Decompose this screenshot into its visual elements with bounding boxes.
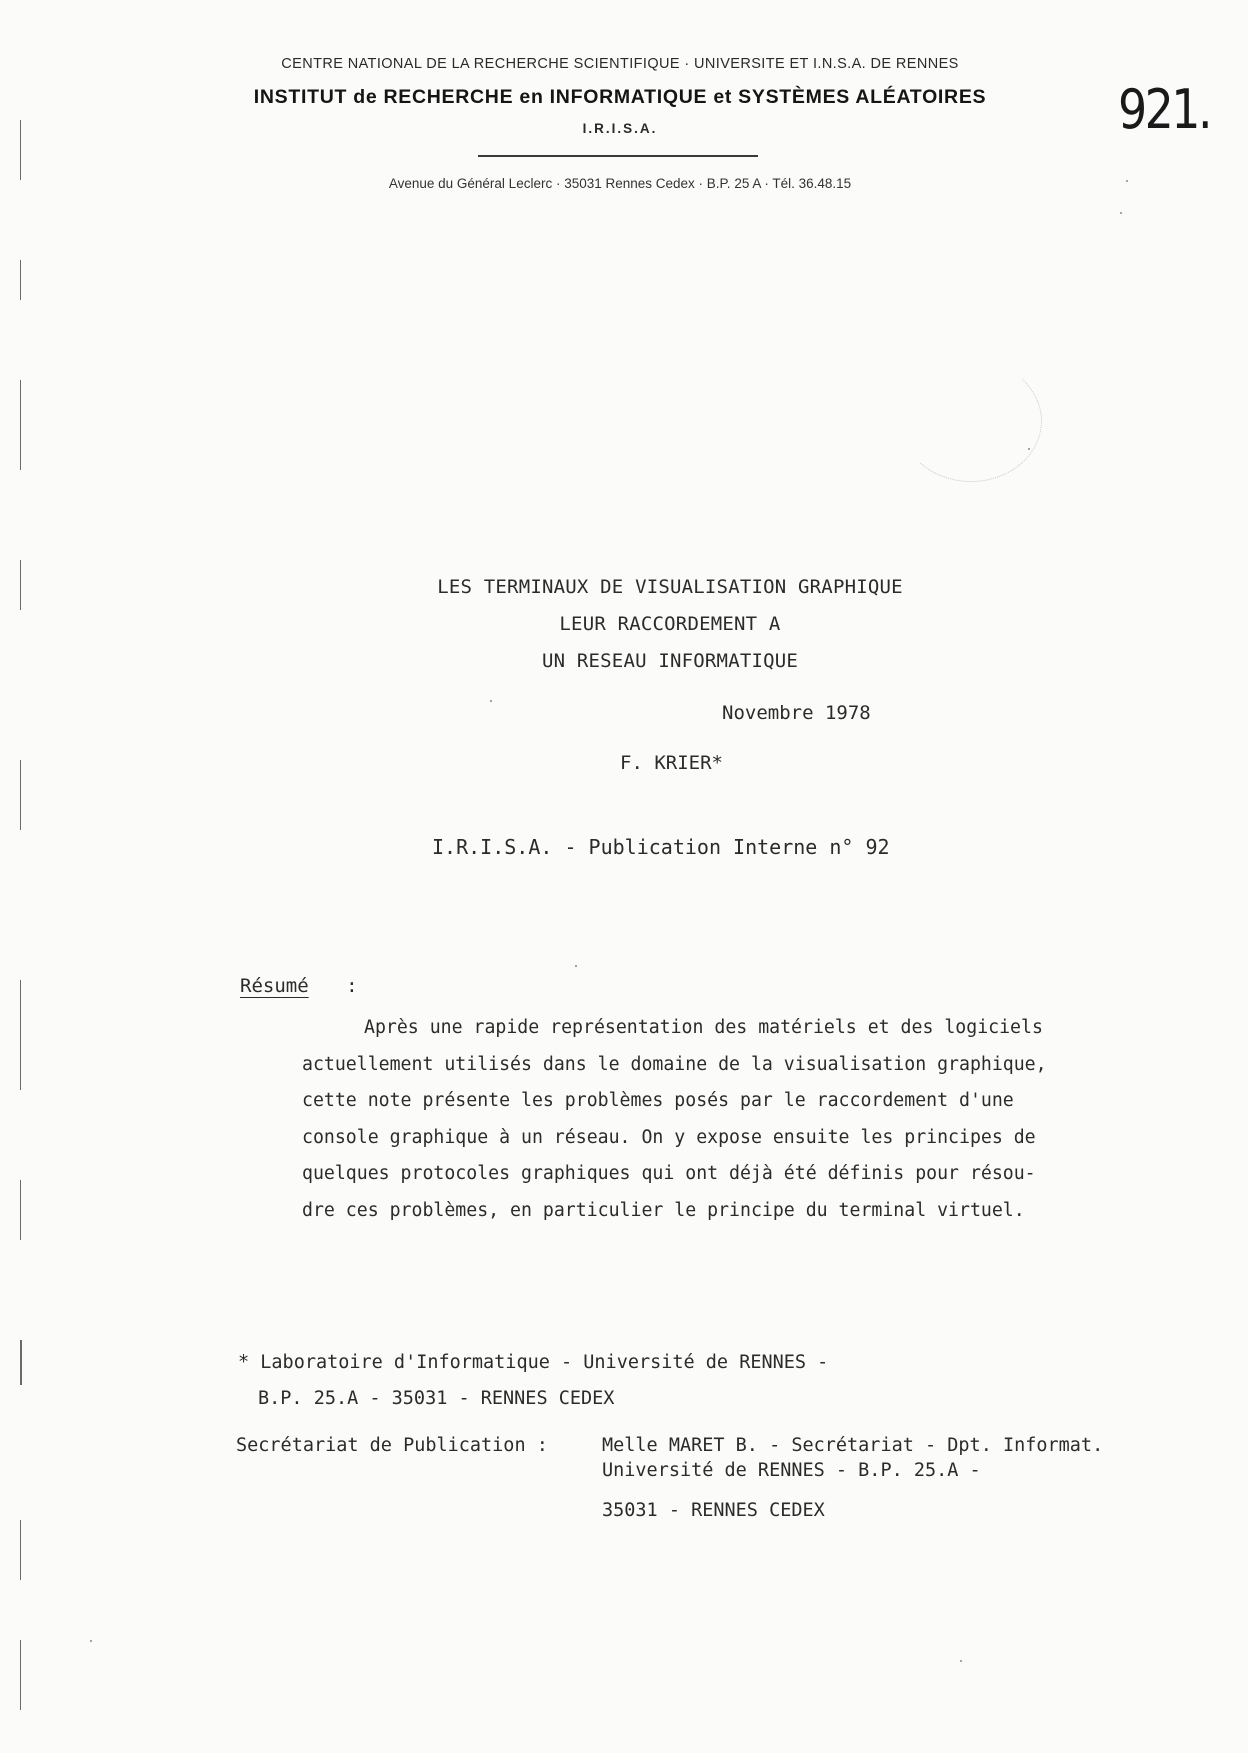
scan-margin-mark <box>20 1180 21 1240</box>
abstract-line: quelques protocoles graphiques qui ont déjà été définis pour résou- <box>302 1163 1036 1184</box>
scan-margin-mark <box>20 560 21 610</box>
abstract-line: console graphique à un réseau. On y expose ensuite les principes de <box>302 1126 1036 1148</box>
handwritten-number: 921. <box>1118 78 1210 141</box>
scan-speck <box>960 1660 962 1662</box>
secretariat-line-2: Université de RENNES - B.P. 25.A - <box>602 1460 981 1481</box>
scan-speck <box>1028 448 1030 450</box>
scan-margin-mark <box>20 1340 22 1385</box>
letterhead-address: Avenue du Général Leclerc · 35031 Rennes Cedex · B.P. 25 A · Tél. 36.48.15 <box>388 176 852 191</box>
title-line-3: UN RESEAU INFORMATIQUE <box>541 650 799 672</box>
scan-margin-mark <box>20 1520 21 1580</box>
secretariat-line-3: 35031 - RENNES CEDEX <box>602 1500 825 1521</box>
scan-speck <box>90 1640 92 1642</box>
letterhead-organisations: CENTRE NATIONAL DE LA RECHERCHE SCIENTIFIQUE · UNIVERSITE ET I.N.S.A. DE RENNES <box>281 56 959 72</box>
title-line-1: LES TERMINAUX DE VISUALISATION GRAPHIQUE <box>437 576 903 598</box>
abstract-line: actuellement utilisés dans le domaine de la visualisation graphique, <box>302 1053 1047 1075</box>
letterhead-acronym: I.R.I.S.A. <box>582 121 658 136</box>
abstract-label: Résumé <box>240 975 309 997</box>
author-name: F. KRIER* <box>620 752 723 774</box>
abstract-line: Après une rapide représentation des matériels et des logiciels <box>364 1017 1043 1038</box>
abstract-colon: : <box>346 975 358 997</box>
scan-margin-mark <box>20 380 21 470</box>
abstract-line: dre ces problèmes, en particulier le principe du terminal virtuel. <box>302 1199 1025 1221</box>
secretariat-label: Secrétariat de Publication : <box>236 1435 548 1456</box>
abstract-heading <box>240 975 358 997</box>
letterhead-rule <box>478 155 758 157</box>
scan-speck <box>1126 180 1128 182</box>
document-date: Novembre 1978 <box>722 702 871 724</box>
title-line-2: LEUR RACCORDEMENT A <box>559 613 781 635</box>
footnote-affiliation: * Laboratoire d'Informatique - Université de RENNES - <box>238 1352 829 1373</box>
scan-speck <box>490 700 492 702</box>
scan-margin-mark <box>20 1640 21 1710</box>
secretariat-line-1: Melle MARET B. - Secrétariat - Dpt. Informat. <box>602 1435 1104 1456</box>
scan-margin-mark <box>20 120 21 180</box>
letterhead-institute-name: INSTITUT de RECHERCHE en INFORMATIQUE et SYSTÈMES ALÉATOIRES <box>253 86 987 108</box>
abstract-body <box>302 1010 1162 1229</box>
publication-reference: I.R.I.S.A. - Publication Interne n° 92 <box>432 835 890 859</box>
scan-speck <box>1120 212 1122 214</box>
scan-margin-mark <box>20 980 21 1090</box>
scan-smudge <box>900 360 1042 482</box>
scan-margin-mark <box>20 260 21 300</box>
scan-speck <box>575 965 577 967</box>
abstract-line: cette note présente les problèmes posés par le raccordement d'une <box>302 1090 1014 1111</box>
footnote-address: B.P. 25.A - 35031 - RENNES CEDEX <box>258 1388 615 1409</box>
scan-margin-mark <box>20 760 21 830</box>
